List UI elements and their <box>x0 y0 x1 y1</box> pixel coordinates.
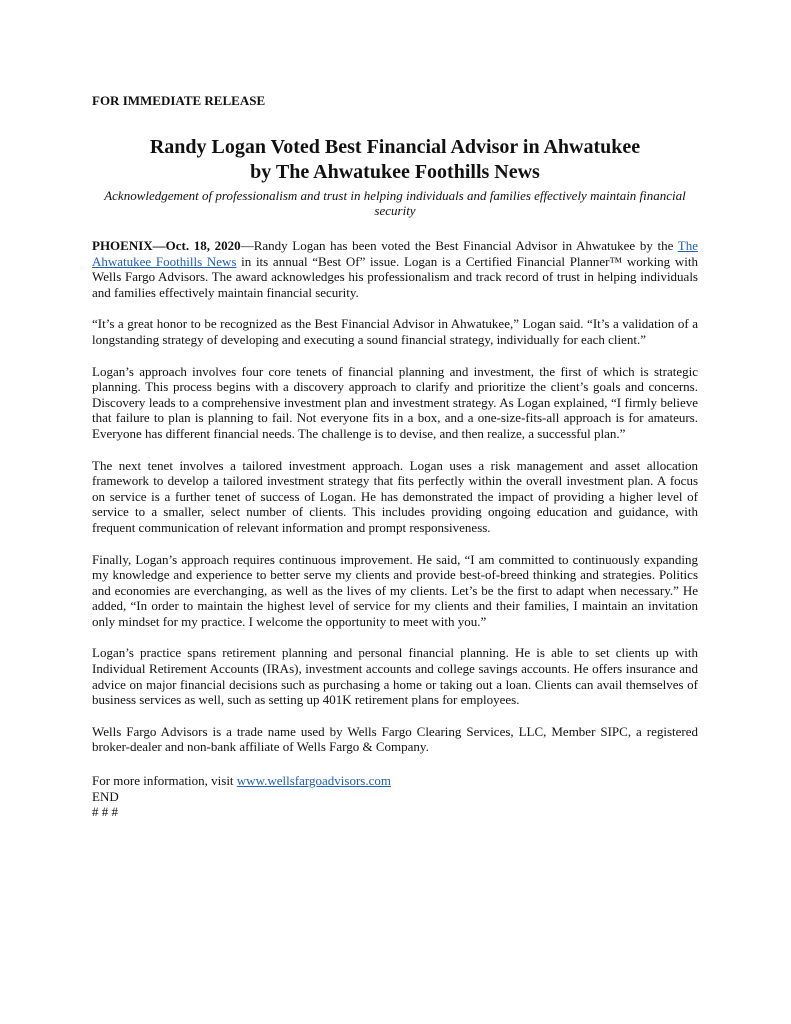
closing-block <box>92 773 698 820</box>
intro-text-b: in its annual “Best Of” issue. Logan is a Certified Financial Planner™ working with Wells Fargo Advisors. The award acknowledges his professionalism and track record of trust in helping individuals and families effectively maintain financial security. <box>92 253 698 300</box>
website-link[interactable]: www.wellsfargoadvisors.com <box>236 773 391 789</box>
headline-line-1: Randy Logan Voted Best Financial Advisor in Ahwatukee <box>149 136 641 158</box>
more-info-line <box>92 773 698 789</box>
more-info-text: For more information, visit <box>92 773 237 789</box>
paragraph-approach: Logan’s approach involves four core tenets of financial planning and investment, the first of which is strategic planning. This process begins with a discovery approach to clarify and prioritize the client’s goals and concerns. Discovery leads to a comprehensive investment plan and investment strategy. As Logan explained, “I firmly believe that failure to plan is planning to fail. Not everyone fits in a box, and a one-size-fits-all approach is for amateurs. Everyone has different financial needs. The challenge is to devise, and then realize, a successful plan.” <box>92 363 698 441</box>
dateline: PHOENIX—Oct. 18, 2020 <box>92 238 241 253</box>
intro-text-a: —Randy Logan has been voted the Best Financial Advisor in Ahwatukee by the <box>240 238 678 253</box>
headline <box>92 135 698 185</box>
release-label: FOR IMMEDIATE RELEASE <box>92 93 266 108</box>
paragraph-continuous-improvement: Finally, Logan’s approach requires continuous improvement. He said, “I am committed to continuously expanding my knowledge and experience to better serve my clients and provide best-of-breed thinking and strategies. Politics and economies are everchanging, as well as the lives of my clients. Let’s be the first to adapt when necessary.” He added, “In order to maintain the highest level of service for my clients and their families, I maintain an invitation only mindset for my practice. I welcome the opportunity to meet with you.” <box>92 551 698 629</box>
headline-line-2: by The Ahwatukee Foothills News <box>250 161 540 183</box>
subheadline: Acknowledgement of professionalism and trust in helping individuals and families effectively maintain financial security <box>104 188 686 218</box>
paragraph-disclaimer: Wells Fargo Advisors is a trade name used by Wells Fargo Clearing Services, LLC, Member SIPC, a registered broker-dealer and non-bank affiliate of Wells Fargo & Company. <box>92 723 698 755</box>
paragraph-quote: “It’s a great honor to be recognized as the Best Financial Advisor in Ahwatukee,” Logan said. “It’s a validation of a longstanding strategy of developing and executing a sound financial strategy, individually for each client.” <box>92 316 698 347</box>
end-marker: END <box>92 788 119 804</box>
paragraph-practice: Logan’s practice spans retirement planning and personal financial planning. He is able to set clients up with Individual Retirement Accounts (IRAs), investment accounts and college savings accounts. He offers insurance and advice on major financial decisions such as purchasing a home or taking out a loan. Clients can avail themselves of business services as well, such as setting up 401K retirement plans for employees. <box>92 645 698 708</box>
paragraph-tailored-investment: The next tenet involves a tailored investment approach. Logan uses a risk management and asset allocation framework to develop a tailored investment strategy that fits perfectly within the overall investment plan. A focus on service is a further tenet of success of Logan. He has demonstrated the impact of providing a higher level of service to a smaller, select number of clients. This includes providing ongoing education and guidance, with frequent communication of relevant information and prompt responsiveness. <box>92 457 698 535</box>
press-release-body <box>92 93 698 820</box>
ahwatukee-news-link[interactable]: The Ahwatukee Foothills News <box>92 238 698 269</box>
paragraph-intro <box>92 238 698 300</box>
hash-marks: # # # <box>92 804 118 820</box>
